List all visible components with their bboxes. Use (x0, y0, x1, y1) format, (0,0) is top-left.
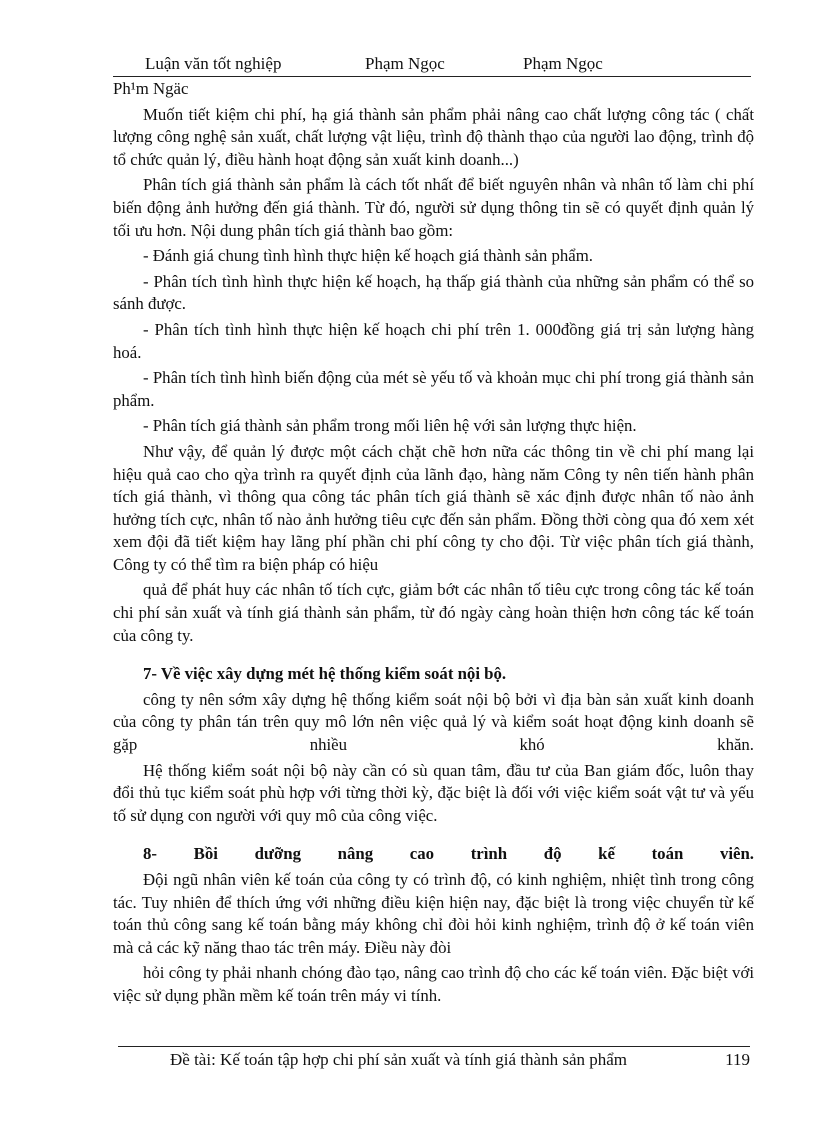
header-center: Phạm Ngọc (365, 54, 445, 73)
paragraph: Như vậy, để quản lý được một cách chặt chẽ hơn nữa các thông tin về chi phí mang lại hiệu quả cao cho qỳa trình ra quyết định của lãnh đạo, hàng năm Công ty nên tiến hành phân tích giá thành, vì thông qua công tác phân tích giá thành sẽ xác định được nhân tố nào ảnh hưởng tích cực, nhân tố nào ảnh hưởng tiêu cực đến sản phẩm. Đồng thời còng qua đó xem xét xem đội đã tiết kiệm hay lãng phí phần chi phí công ty cho đội. Từ việc phân tích giá thành, Công ty có thể tìm ra biện pháp có hiệu (113, 441, 754, 574)
paragraph: Hệ thống kiểm soát nội bộ này cần có sù quan tâm, đầu tư của Ban giám đốc, luôn thay đổi thủ tục kiểm soát phù hợp với từng thời kỳ, đặc biệt là đối với việc kiểm soát vật tư và yếu tố sử dụng con người với quy mô của công việc. (113, 760, 754, 825)
paragraph: công ty nên sớm xây dựng hệ thống kiểm soát nội bộ bởi vì địa bàn sản xuất kinh doanh của công ty phân tán trên quy mô lớn nên việc quả lý và kiểm soát hoạt động kinh doanh sẽ gặp nhiều khó khăn. (113, 689, 754, 755)
header-left: Luận văn tốt nghiệp (145, 54, 282, 73)
paragraph: Đội ngũ nhân viên kế toán của công ty có trình độ, có kinh nghiệm, nhiệt tình trong công tác. Tuy nhiên để thích ứng với những điều kiện hiện nay, đặc biệt là trong việc chuyển từ kế toán thủ công sang kế toán bằng máy không chỉ đòi hỏi kinh nghiệm, trình độ ở kế toán viên mà cả các kỹ năng thao tác trên máy. Điều này đòi (113, 870, 754, 957)
page-header (113, 54, 751, 77)
paragraph: hỏi công ty phải nhanh chóng đào tạo, nâng cao trình độ cho các kế toán viên. Đặc biệt với việc sử dụng phần mềm kế toán trên máy vi tính. (113, 963, 754, 1005)
section-heading: 7- Về việc xây dựng mét hệ thống kiểm soát nội bộ. (143, 664, 507, 684)
section-heading: 8- Bồi dưỡng nâng cao trình độ kế toán viên. (143, 844, 754, 864)
list-item: - Phân tích tình hình thực hiện kế hoạch, hạ thấp giá thành của những sản phẩm có thể so sánh được. (113, 271, 754, 314)
header-right: Phạm Ngọc (523, 54, 603, 73)
page-number: 119 (725, 1050, 750, 1069)
list-item: - Phân tích tình hình thực hiện kế hoạch chi phí trên 1. 000đồng giá trị sản lượng hàng hoá. (113, 319, 754, 362)
paragraph: Phân tích giá thành sản phẩm là cách tốt nhất để biết nguyên nhân và nhân tố làm chi phí biến động ảnh hưởng đến giá thành. Từ đó, người sử dụng thông tin sẽ có quyết định quản lý tối ưu hơn. Nội dung phân tích giá thành bao gồm: (113, 175, 754, 240)
footer-divider (118, 1046, 750, 1047)
list-item: - Phân tích giá thành sản phẩm trong mối liên hệ với sản lượng thực hiện. (143, 416, 637, 436)
footer-title: Đề tài: Kế toán tập hợp chi phí sản xuất và tính giá thành sản phẩm (170, 1050, 628, 1069)
list-item: - Phân tích tình hình biến động của mét sè yếu tố và khoản mục chi phí trong giá thành sản phẩm. (113, 368, 754, 410)
list-item: - Đánh giá chung tình hình thực hiện kế hoạch giá thành sản phẩm. (143, 246, 593, 266)
paragraph: quả để phát huy các nhân tố tích cực, giảm bớt các nhân tố tiêu cực trong công tác kế toán chi phí sản xuất và tính giá thành sản phẩm, từ đó ngày càng hoàn thiện hơn công tác kế toán của công ty. (113, 580, 754, 645)
paragraph: Muốn tiết kiệm chi phí, hạ giá thành sản phẩm phải nâng cao chất lượng công tác ( chất lượng công nghệ sản xuất, chất lượng vật liệu, trình độ thành thạo của người lao động, trình độ tổ chức quản lý, điều hành hoạt động sản xuất kinh doanh...) (113, 104, 754, 169)
header-continuation: Ph¹m Ngäc (113, 79, 189, 98)
document-body (113, 78, 754, 1011)
